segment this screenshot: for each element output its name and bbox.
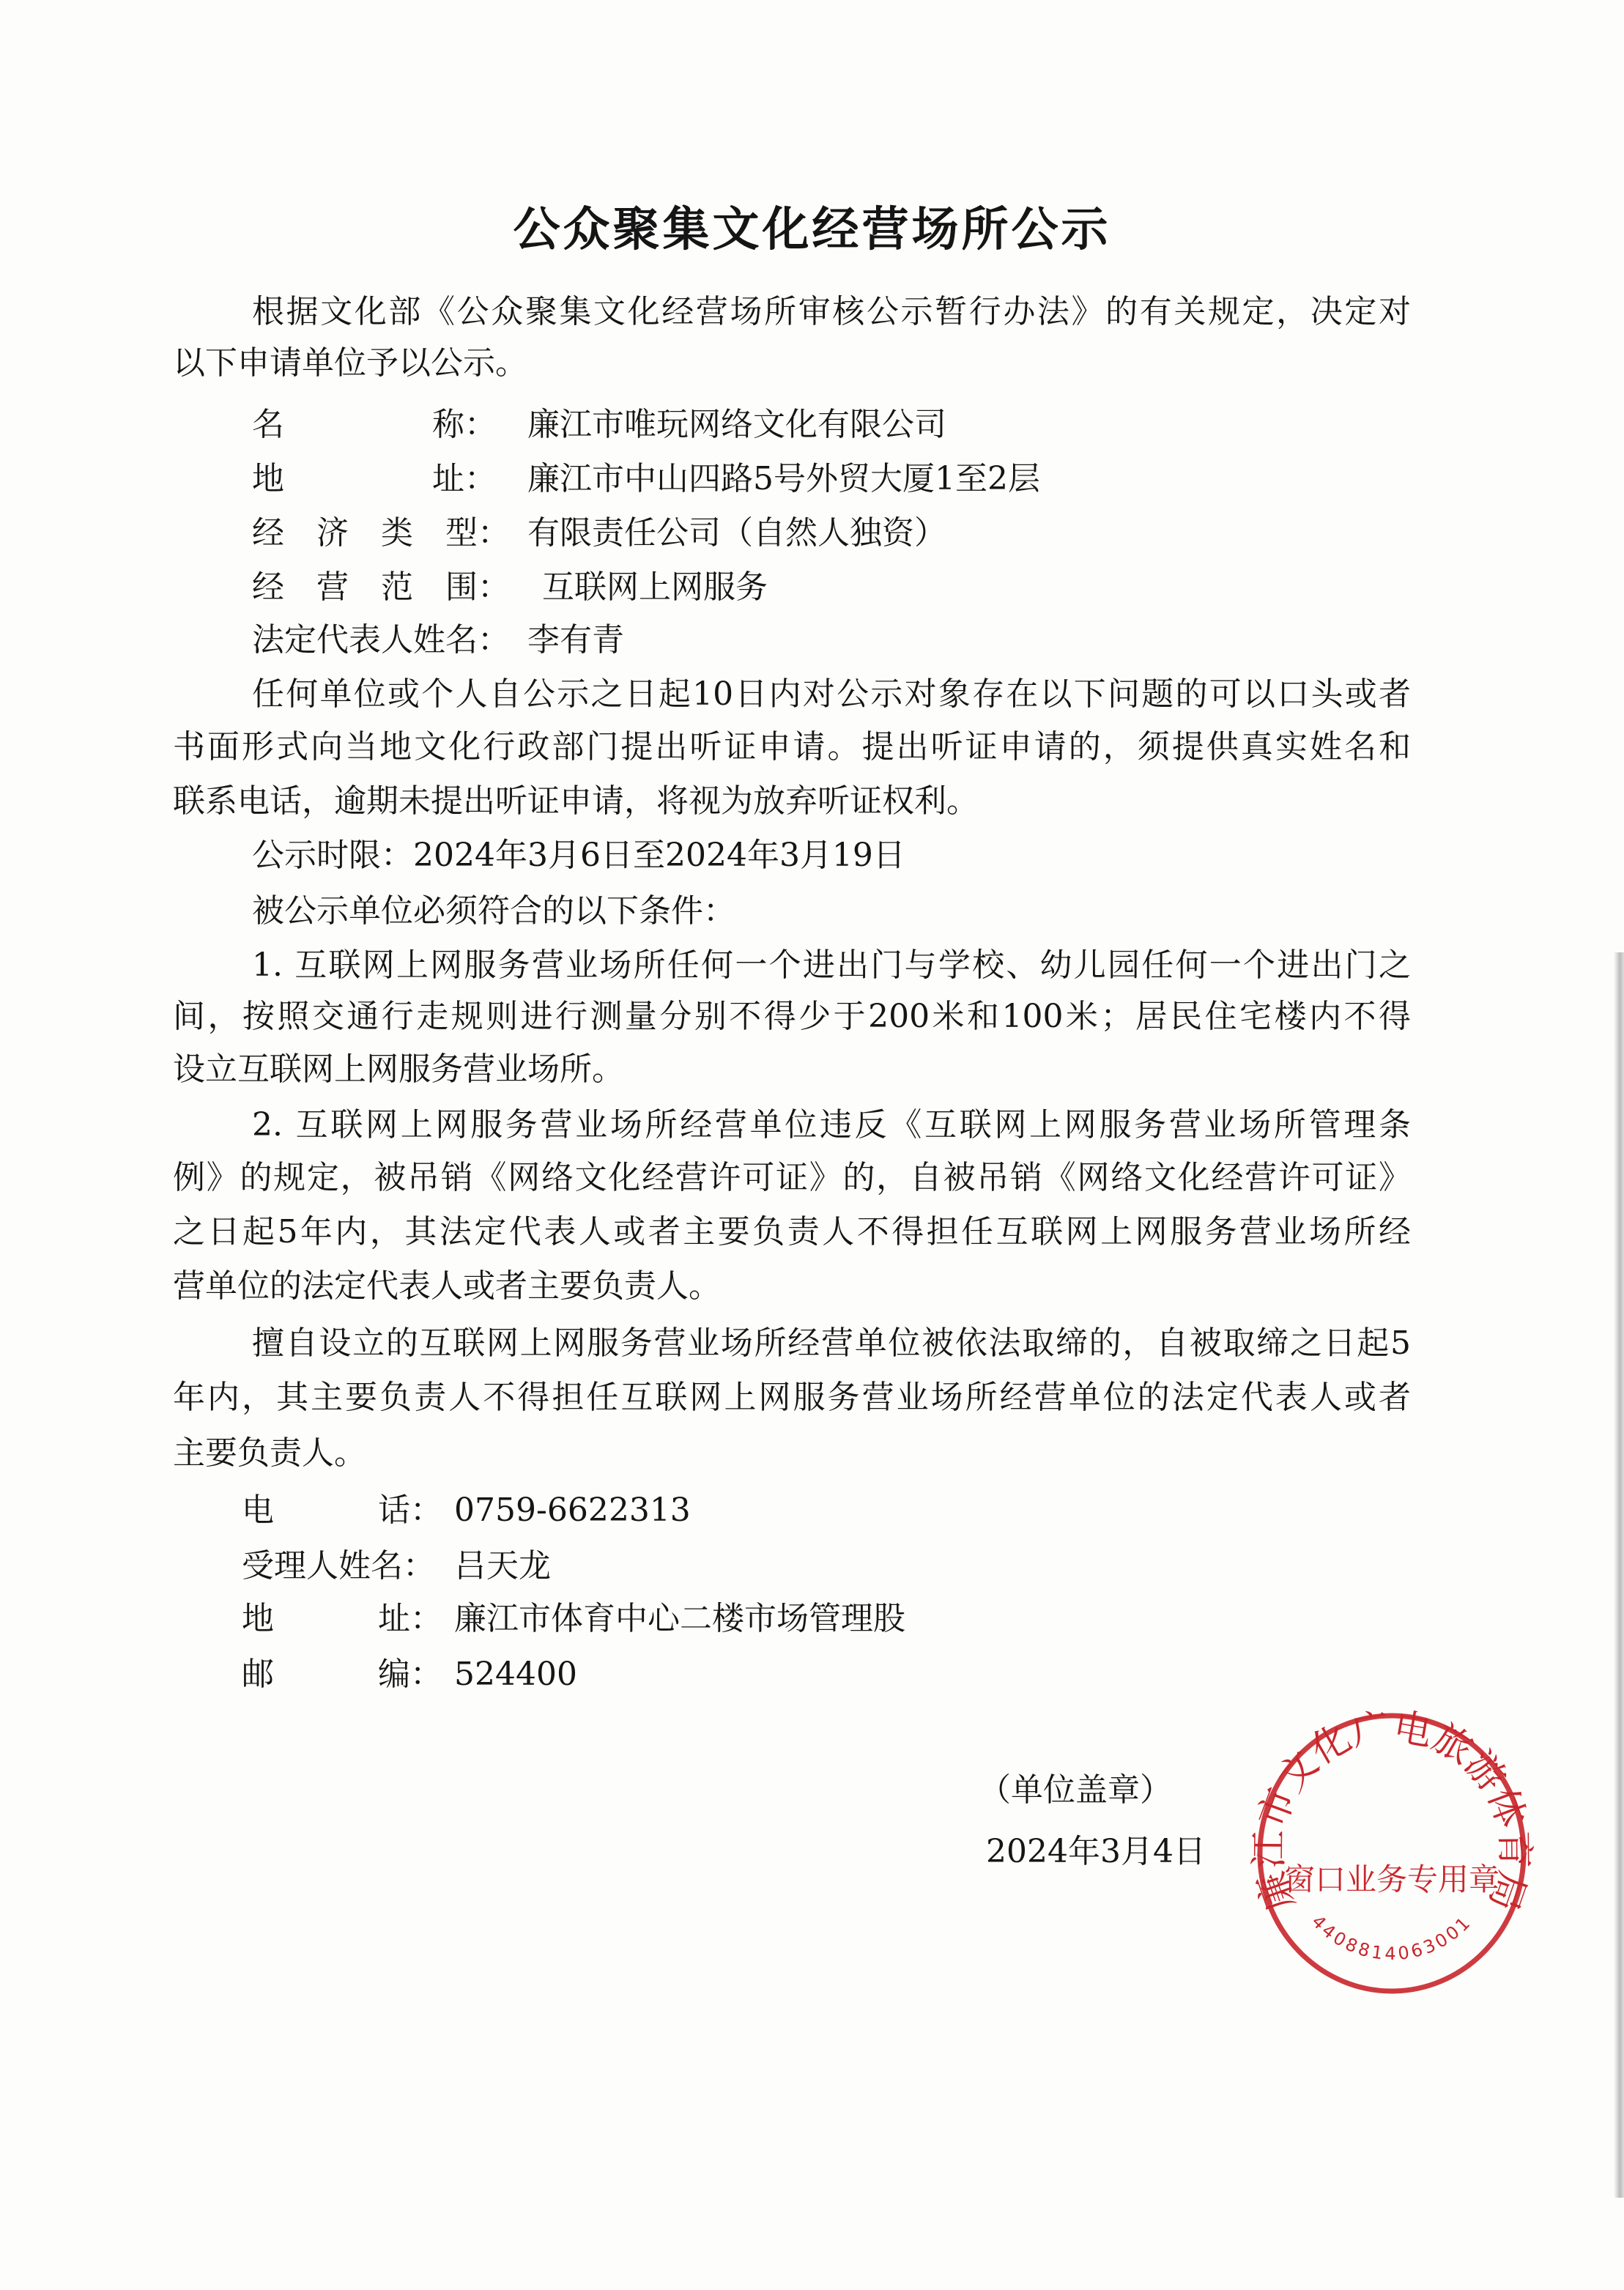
signing-date: 2024年3月4日	[986, 1833, 1206, 1870]
name-label: 称：	[432, 406, 497, 443]
legal-representative: 李有青	[527, 621, 624, 659]
intro-line: 根据文化部《公众聚集文化经营场所审核公示暂行办法》的有关规定，决定对	[252, 293, 1411, 330]
condition-3-line: 年内，其主要负责人不得担任互联网上网服务营业场所经营单位的法定代表人或者	[173, 1379, 1411, 1416]
address-label: 址：	[432, 460, 497, 497]
condition-2-line: 之日起5年内，其法定代表人或者主要负责人不得担任互联网上网服务营业场所经	[173, 1213, 1411, 1250]
contact-address-label: 地	[242, 1600, 274, 1637]
zip-code: 524400	[454, 1656, 577, 1693]
conditions-heading: 被公示单位必须符合的以下条件：	[252, 892, 735, 930]
scope-label: 经 营 范 围：	[252, 568, 510, 606]
notice-line: 任何单位或个人自公示之日起10日内对公示对象存在以下问题的可以口头或者	[252, 675, 1411, 713]
notice-line: 联系电话，逾期未提出听证申请，将视为放弃听证权利。	[173, 782, 979, 820]
seal-purpose-text: 窗口业务专用章	[1283, 1861, 1500, 1897]
condition-1-line: 设立互联网上网服务营业场所。	[173, 1050, 624, 1088]
zip-label: 邮	[242, 1656, 274, 1693]
condition-3-line: 主要负责人。	[173, 1434, 366, 1472]
applicant-scope: 互联网上网服务	[542, 568, 768, 606]
seal-code-text: 4408814063001	[1308, 1911, 1476, 1964]
handler-label: 受理人姓名：	[242, 1547, 435, 1585]
condition-2-line: 例》的规定，被吊销《网络文化经营许可证》的，自被吊销《网络文化经营许可证》	[173, 1159, 1411, 1196]
condition-1-line: 间，按照交通行走规则进行测量分别不得少于200米和100米；居民住宅楼内不得	[173, 998, 1411, 1035]
seal-note: （单位盖章）	[979, 1771, 1172, 1809]
contact-address: 廉江市体育中心二楼市场管理股	[454, 1600, 905, 1637]
condition-2-line: 营单位的法定代表人或者主要负责人。	[173, 1267, 721, 1305]
condition-1-line: 1. 互联网上网服务营业场所任何一个进出门与学校、幼儿园任何一个进出门之	[252, 946, 1411, 984]
address-label: 地	[252, 460, 284, 497]
rep-label: 法定代表人姓名：	[252, 621, 510, 659]
applicant-address: 廉江市中山四路5号外贸大厦1至2层	[527, 460, 1040, 497]
name-label: 名	[252, 406, 284, 443]
contact-address-label: 址：	[378, 1600, 442, 1637]
intro-line: 以下申请单位予以公示。	[173, 344, 527, 382]
zip-label: 编：	[378, 1656, 442, 1693]
seal-org-text: 廉江市文化广电旅游体育局	[1247, 1707, 1537, 1917]
notice-line: 书面形式向当地文化行政部门提出听证申请。提出听证申请的，须提供真实姓名和	[173, 728, 1411, 766]
handler-name: 吕天龙	[454, 1547, 551, 1585]
phone-label: 电	[242, 1492, 274, 1529]
condition-2-line: 2. 互联网上网服务营业场所经营单位违反《互联网上网服务营业场所管理条	[252, 1106, 1411, 1144]
contact-phone: 0759-6622313	[454, 1492, 691, 1529]
notice-period: 公示时限：2024年3月6日至2024年3月19日	[252, 837, 905, 874]
official-seal	[1245, 1707, 1538, 2000]
phone-label: 话：	[378, 1492, 442, 1529]
applicant-name: 廉江市唯玩网络文化有限公司	[527, 406, 946, 443]
scan-edge-shadow	[1614, 952, 1624, 2198]
applicant-type: 有限责任公司（自然人独资）	[527, 514, 946, 552]
condition-3-line: 擅自设立的互联网上网服务营业场所经营单位被依法取缔的，自被取缔之日起5	[252, 1324, 1411, 1362]
type-label: 经 济 类 型：	[252, 514, 510, 552]
page-title: 公众聚集文化经营场所公示	[513, 202, 1111, 257]
